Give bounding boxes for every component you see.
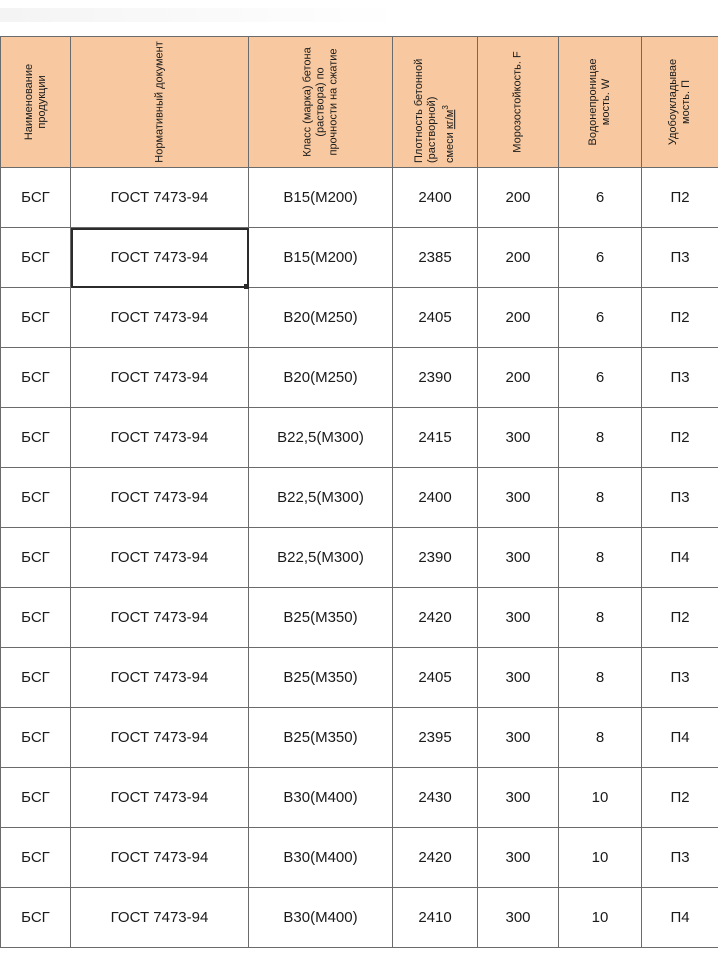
cell-product-name[interactable]: БСГ bbox=[1, 648, 71, 708]
cell-normative-doc[interactable]: ГОСТ 7473-94 bbox=[71, 888, 249, 948]
cell-workability[interactable]: П3 bbox=[642, 348, 718, 408]
cell-water-resistance[interactable]: 8 bbox=[559, 588, 642, 648]
cell-strength-class[interactable]: В25(М350) bbox=[249, 588, 393, 648]
cell-workability[interactable]: П3 bbox=[642, 648, 718, 708]
header-row bbox=[1, 37, 718, 168]
cell-product-name[interactable]: БСГ bbox=[1, 468, 71, 528]
cell-water-resistance[interactable]: 8 bbox=[559, 528, 642, 588]
cell-normative-doc[interactable]: ГОСТ 7473-94 bbox=[71, 588, 249, 648]
cell-water-resistance[interactable]: 8 bbox=[559, 408, 642, 468]
cell-normative-doc[interactable]: ГОСТ 7473-94 bbox=[71, 528, 249, 588]
header-label-water-resistance: Водонепроницае мость. W bbox=[587, 58, 612, 146]
cell-normative-doc[interactable]: ГОСТ 7473-94 bbox=[71, 828, 249, 888]
cell-frost-resistance[interactable]: 200 bbox=[478, 288, 559, 348]
cell-product-name[interactable]: БСГ bbox=[1, 528, 71, 588]
cell-water-resistance[interactable]: 8 bbox=[559, 708, 642, 768]
cell-normative-doc[interactable]: ГОСТ 7473-94 bbox=[71, 468, 249, 528]
cell-workability[interactable]: П2 bbox=[642, 288, 718, 348]
cell-frost-resistance[interactable]: 200 bbox=[478, 348, 559, 408]
cell-density[interactable]: 2400 bbox=[393, 168, 478, 228]
cell-frost-resistance[interactable]: 300 bbox=[478, 888, 559, 948]
cell-water-resistance[interactable]: 8 bbox=[559, 468, 642, 528]
header-cell-workability[interactable] bbox=[642, 37, 718, 168]
table-row bbox=[1, 588, 718, 648]
cell-strength-class[interactable]: В30(М400) bbox=[249, 768, 393, 828]
cell-workability[interactable]: П2 bbox=[642, 588, 718, 648]
cell-frost-resistance[interactable]: 300 bbox=[478, 648, 559, 708]
table-row bbox=[1, 348, 718, 408]
cell-normative-doc[interactable]: ГОСТ 7473-94 bbox=[71, 708, 249, 768]
cell-strength-class[interactable]: В15(М200) bbox=[249, 228, 393, 288]
cell-product-name[interactable]: БСГ bbox=[1, 288, 71, 348]
cell-strength-class[interactable]: В15(М200) bbox=[249, 168, 393, 228]
header-label-normative-doc: Нормативный документ bbox=[153, 41, 165, 163]
cell-product-name[interactable]: БСГ bbox=[1, 708, 71, 768]
cell-workability[interactable]: П3 bbox=[642, 228, 718, 288]
cell-density[interactable]: 2420 bbox=[393, 588, 478, 648]
cell-product-name[interactable]: БСГ bbox=[1, 228, 71, 288]
header-label-density-unit-sup: 3 bbox=[441, 105, 451, 110]
cell-workability[interactable]: П3 bbox=[642, 468, 718, 528]
cell-density[interactable]: 2390 bbox=[393, 528, 478, 588]
selection-fill-handle[interactable] bbox=[244, 284, 249, 289]
header-label-density-unit-prefix: смеси bbox=[443, 129, 456, 163]
cell-frost-resistance[interactable]: 300 bbox=[478, 528, 559, 588]
table-row bbox=[1, 828, 718, 888]
cell-frost-resistance[interactable]: 300 bbox=[478, 588, 559, 648]
cell-water-resistance[interactable]: 10 bbox=[559, 768, 642, 828]
table-row bbox=[1, 648, 718, 708]
cell-product-name[interactable]: БСГ bbox=[1, 768, 71, 828]
cell-water-resistance[interactable]: 10 bbox=[559, 828, 642, 888]
cell-density[interactable]: 2430 bbox=[393, 768, 478, 828]
cell-density[interactable]: 2400 bbox=[393, 468, 478, 528]
header-cell-density[interactable] bbox=[393, 37, 478, 168]
table-row bbox=[1, 288, 718, 348]
header-cell-product-name[interactable] bbox=[1, 37, 71, 168]
table-row bbox=[1, 888, 718, 948]
cell-normative-doc-selected[interactable]: ГОСТ 7473-94 bbox=[71, 228, 249, 288]
faded-header-remnant bbox=[0, 8, 400, 22]
cell-normative-doc[interactable]: ГОСТ 7473-94 bbox=[71, 408, 249, 468]
cell-water-resistance[interactable]: 6 bbox=[559, 168, 642, 228]
cell-product-name[interactable]: БСГ bbox=[1, 348, 71, 408]
table-row bbox=[1, 768, 718, 828]
cell-water-resistance[interactable]: 10 bbox=[559, 888, 642, 948]
cell-density[interactable]: 2405 bbox=[393, 288, 478, 348]
header-label-strength-class: Класс (марка) бетона (раствора) по прочности на сжатие bbox=[301, 47, 339, 157]
cell-workability[interactable]: П2 bbox=[642, 408, 718, 468]
cell-water-resistance[interactable]: 6 bbox=[559, 348, 642, 408]
table-row bbox=[1, 708, 718, 768]
cell-density[interactable]: 2385 bbox=[393, 228, 478, 288]
cell-normative-doc[interactable]: ГОСТ 7473-94 bbox=[71, 168, 249, 228]
table-row bbox=[1, 528, 718, 588]
cell-density[interactable]: 2410 bbox=[393, 888, 478, 948]
cell-frost-resistance[interactable]: 200 bbox=[478, 228, 559, 288]
cell-density[interactable]: 2420 bbox=[393, 828, 478, 888]
header-cell-frost-resistance[interactable] bbox=[478, 37, 559, 168]
cell-workability[interactable]: П2 bbox=[642, 168, 718, 228]
cell-strength-class[interactable]: В20(М250) bbox=[249, 288, 393, 348]
cell-workability[interactable]: П4 bbox=[642, 708, 718, 768]
header-label-frost-resistance: Морозостойкость. F bbox=[511, 51, 524, 153]
cell-frost-resistance[interactable]: 300 bbox=[478, 468, 559, 528]
cell-frost-resistance[interactable]: 300 bbox=[478, 708, 559, 768]
cell-product-name[interactable]: БСГ bbox=[1, 828, 71, 888]
cell-strength-class[interactable]: В20(М250) bbox=[249, 348, 393, 408]
concrete-spec-table bbox=[0, 36, 718, 948]
header-label-workability: Удобоукладывае мость. П bbox=[667, 58, 692, 146]
table-row bbox=[1, 168, 718, 228]
cell-normative-doc[interactable]: ГОСТ 7473-94 bbox=[71, 348, 249, 408]
table-row bbox=[1, 468, 718, 528]
cell-strength-class[interactable]: В25(М350) bbox=[249, 648, 393, 708]
cell-frost-resistance[interactable]: 200 bbox=[478, 168, 559, 228]
cell-strength-class[interactable]: В30(М400) bbox=[249, 888, 393, 948]
cell-strength-class[interactable]: В30(М400) bbox=[249, 828, 393, 888]
cell-normative-doc[interactable]: ГОСТ 7473-94 bbox=[71, 768, 249, 828]
cell-water-resistance[interactable]: 8 bbox=[559, 648, 642, 708]
header-label-product-name: Наименование продукции bbox=[22, 63, 48, 141]
cell-frost-resistance[interactable]: 300 bbox=[478, 768, 559, 828]
cell-product-name[interactable]: БСГ bbox=[1, 588, 71, 648]
header-cell-strength-class[interactable] bbox=[249, 37, 393, 168]
cell-density[interactable]: 2390 bbox=[393, 348, 478, 408]
header-label-density bbox=[413, 41, 457, 163]
cell-strength-class[interactable]: В25(М350) bbox=[249, 708, 393, 768]
cell-product-name[interactable]: БСГ bbox=[1, 888, 71, 948]
header-cell-water-resistance[interactable] bbox=[559, 37, 642, 168]
table-row bbox=[1, 408, 718, 468]
cell-water-resistance[interactable]: 6 bbox=[559, 288, 642, 348]
cell-normative-doc[interactable]: ГОСТ 7473-94 bbox=[71, 648, 249, 708]
cell-frost-resistance[interactable]: 300 bbox=[478, 828, 559, 888]
header-label-density-unit: кг/м bbox=[443, 109, 456, 130]
table-row bbox=[1, 228, 718, 288]
cell-workability[interactable]: П2 bbox=[642, 768, 718, 828]
header-label-density-main: Плотность бетонной (растворной) bbox=[413, 58, 439, 163]
cell-density[interactable]: 2395 bbox=[393, 708, 478, 768]
header-cell-normative-doc[interactable] bbox=[71, 37, 249, 168]
cell-density[interactable]: 2415 bbox=[393, 408, 478, 468]
cell-strength-class[interactable]: В22,5(М300) bbox=[249, 528, 393, 588]
cell-water-resistance[interactable]: 6 bbox=[559, 228, 642, 288]
cell-workability[interactable]: П3 bbox=[642, 828, 718, 888]
cell-strength-class[interactable]: В22,5(М300) bbox=[249, 408, 393, 468]
cell-workability[interactable]: П4 bbox=[642, 888, 718, 948]
cell-product-name[interactable]: БСГ bbox=[1, 408, 71, 468]
cell-frost-resistance[interactable]: 300 bbox=[478, 408, 559, 468]
cell-normative-doc[interactable]: ГОСТ 7473-94 bbox=[71, 288, 249, 348]
top-strip bbox=[0, 0, 718, 36]
cell-product-name[interactable]: БСГ bbox=[1, 168, 71, 228]
cell-density[interactable]: 2405 bbox=[393, 648, 478, 708]
cell-workability[interactable]: П4 bbox=[642, 528, 718, 588]
cell-strength-class[interactable]: В22,5(М300) bbox=[249, 468, 393, 528]
